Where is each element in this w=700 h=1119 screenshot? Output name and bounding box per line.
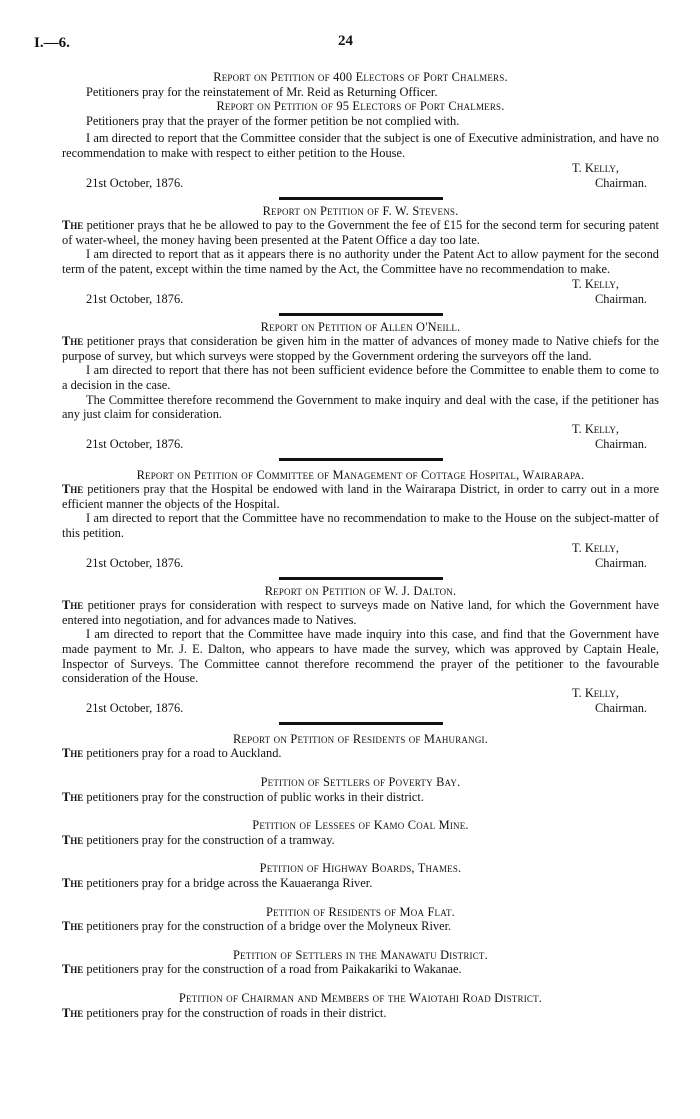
lead-word: The [62, 482, 84, 497]
page-number: 24 [338, 33, 353, 49]
signer-role: Chairman. [595, 291, 647, 306]
report-date: 21st October, 1876. [86, 700, 184, 715]
signature-block [62, 161, 659, 191]
signature-block [62, 277, 659, 307]
section-port-chalmers [62, 70, 659, 191]
lead-word: The [62, 334, 84, 349]
section-manawatu [62, 948, 659, 977]
petition-summary: The petitioner prays for consideration with respect to surveys made on Native land, for which the Government have entered into negotiation, and for advances made to Natives. [62, 598, 659, 627]
section-heading: Report on Petition of Committee of Management of Cottage Hospital, Wairarapa. [136, 467, 585, 482]
signature-block [62, 422, 659, 452]
petition-summary: The petitioners pray for the construction of public works in their district. [62, 789, 424, 804]
petition-summary: The petitioners pray for the construction of a road from Paikakariki to Wakanae. [62, 962, 462, 977]
section-heading: Report on Petition of 95 Electors of Port Chalmers. [216, 99, 505, 114]
section-heading: Petition of Settlers in the Manawatu District. [233, 947, 488, 962]
section-divider [279, 458, 443, 461]
committee-report: I am directed to report that as it appears there is no authority under the Patent Act to allow payment for the second term of the patent, except within the time named by the Act, the Committee have no recommendation to make. [62, 247, 659, 276]
lead-word: The [62, 832, 84, 847]
committee-report: I am directed to report that the Committee have made inquiry into this case, and find that the Government have made payment to Mr. J. E. Dalton, who appears to have made the survey, which was approved by Captain Heale, Inspector of Surveys. The Committee cannot therefore recommend the prayer of the petitioner to the favourable consideration of the House. [62, 627, 659, 686]
section-heading: Petition of Chairman and Members of the Waiotahi Road District. [178, 990, 543, 1005]
signer-name: T. Kelly, [572, 421, 619, 436]
section-heading: Report on Petition of Allen O'Neill. [260, 319, 461, 334]
lead-word: The [62, 746, 84, 761]
lead-word: The [62, 598, 84, 613]
signer-name: T. Kelly, [572, 540, 619, 555]
section-stevens [62, 204, 659, 307]
section-moa-flat [62, 905, 659, 934]
section-heading: Petition of Lessees of Kamo Coal Mine. [252, 818, 469, 833]
document-reference: I.—6. [34, 35, 70, 51]
section-kamo-coal-mine [62, 818, 659, 847]
report-date: 21st October, 1876. [86, 436, 184, 451]
section-waiotahi [62, 991, 659, 1020]
lead-word: The [62, 875, 84, 890]
petition-summary: The petitioners pray for a bridge across the Kauaeranga River. [62, 875, 373, 890]
signer-name: T. Kelly, [572, 160, 619, 175]
lead-word: The [62, 218, 84, 233]
section-heading: Report on Petition of Residents of Mahurangi. [232, 731, 489, 746]
petition-summary: The petitioners pray for a road to Auckland. [62, 746, 282, 761]
committee-report: I am directed to report that the Committee consider that the subject is one of Executive administration, and have no recommendation to make with respect to either petition to the House. [62, 131, 659, 160]
lead-word: The [62, 919, 84, 934]
petition-summary: Petitioners pray that the prayer of the former petition be not complied with. [86, 113, 460, 128]
section-oneill [62, 320, 659, 452]
report-date: 21st October, 1876. [86, 175, 184, 190]
signer-name: T. Kelly, [572, 276, 619, 291]
signer-role: Chairman. [595, 555, 647, 570]
committee-report: I am directed to report that the Committee have no recommendation to make to the House on the subject-matter of this petition. [62, 511, 659, 541]
section-divider [279, 313, 443, 316]
signer-role: Chairman. [595, 175, 647, 190]
petition-summary: The petitioner prays that consideration be given him in the matter of advances of money made to Native chiefs for the purpose of survey, but which surveys were stopped by the Government ordering the surveyors off the land. [62, 334, 659, 363]
section-heading: Report on Petition of 400 Electors of Port Chalmers. [213, 70, 508, 84]
section-mahurangi [62, 729, 659, 761]
petition-summary: The petitioners pray that the Hospital be endowed with land in the Wairarapa District, in order to carry out in a more efficient manner the objects of the Hospital. [62, 482, 659, 511]
report-date: 21st October, 1876. [86, 291, 184, 306]
section-poverty-bay [62, 775, 659, 804]
section-highway-boards-thames [62, 861, 659, 890]
signer-name: T. Kelly, [572, 685, 619, 700]
section-divider [279, 197, 443, 200]
petition-summary: The petitioner prays that he be allowed to pay to the Government the fee of £15 for the second term for securing patent of water-wheel, the money having been presented at the Patent Office a day too late. [62, 218, 659, 247]
section-heading: Petition of Settlers of Poverty Bay. [260, 775, 461, 789]
section-cottage-hospital [62, 465, 659, 571]
petition-summary: The petitioners pray for the construction of a bridge over the Molyneux River. [62, 919, 452, 934]
section-heading: Petition of Highway Boards, Thames. [259, 861, 462, 876]
lead-word: The [62, 962, 84, 977]
signature-block [62, 541, 659, 571]
lead-word: The [62, 789, 84, 804]
section-heading: Report on Petition of F. W. Stevens. [262, 203, 459, 218]
section-dalton [62, 584, 659, 716]
section-heading: Petition of Residents of Moa Flat. [266, 904, 455, 919]
petition-summary: The petitioners pray for the construction of roads in their district. [62, 1005, 387, 1020]
committee-report: I am directed to report that there has not been sufficient evidence before the Committee to enable them to come to a decision in the case. [62, 363, 659, 392]
section-heading: Report on Petition of W. J. Dalton. [264, 583, 457, 598]
section-divider [279, 577, 443, 580]
signer-role: Chairman. [595, 436, 647, 451]
petition-summary: Petitioners pray for the reinstatement of Mr. Reid as Returning Officer. [86, 84, 438, 99]
petition-summary: The petitioners pray for the construction of a tramway. [62, 832, 335, 847]
signer-role: Chairman. [595, 700, 647, 715]
signature-block [62, 686, 659, 716]
lead-word: The [62, 1005, 84, 1020]
report-date: 21st October, 1876. [86, 555, 184, 570]
committee-recommendation: The Committee therefore recommend the Government to make inquiry and deal with the case, if the petitioner has any just claim for consideration. [62, 392, 659, 422]
section-divider [279, 722, 443, 725]
document-body [62, 70, 659, 1020]
